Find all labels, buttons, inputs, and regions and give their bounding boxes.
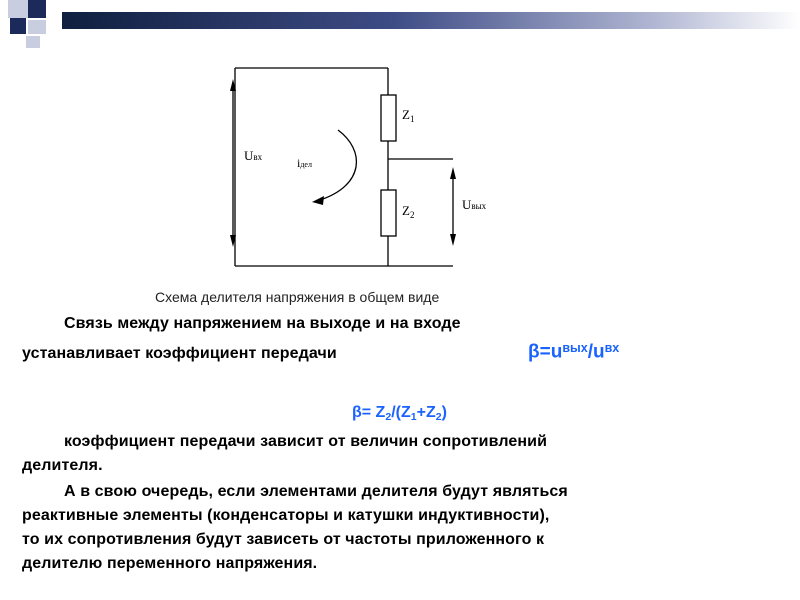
formula-impedance-ratio: $\beta= Z_2/(Z_1+Z_2)$ — [352, 404, 447, 424]
deco-square-dark — [28, 0, 46, 18]
label-z1: $Z_1$ — [402, 107, 415, 124]
label-z2: $Z_2$ — [402, 203, 415, 220]
paragraph-3-line-2: реактивные элементы (конденсаторы и катушки индуктивности), — [22, 507, 550, 524]
paragraph-3 — [22, 480, 782, 576]
paragraph-1-line-1: Связь между напряжением на выходе и на входе — [64, 315, 461, 332]
paragraph-2-line-1: коэффициент передачи зависит от величин сопротивлений — [64, 433, 548, 450]
voltage-divider-circuit — [200, 55, 520, 280]
deco-square-light — [26, 36, 40, 48]
paragraph-2 — [22, 430, 782, 478]
deco-square-light — [28, 20, 46, 34]
paragraph-1 — [22, 312, 782, 366]
header-decoration — [0, 0, 800, 60]
figure-caption: Схема делителя напряжения в общем виде — [155, 289, 440, 305]
paragraph-3-line-4: делителю переменного напряжения. — [22, 555, 318, 572]
paragraph-3-line-3: то их сопротивления будут зависеть от частоты приложенного к — [22, 531, 545, 548]
label-uin: Uвх — [244, 148, 263, 163]
paragraph-2-line-2: делителя. — [22, 457, 103, 474]
label-uout: Uвых — [462, 197, 487, 212]
paragraph-1-line-2: устанавливает коэффициент передачи — [22, 345, 337, 362]
header-bar — [62, 12, 800, 29]
label-current: iдел — [297, 156, 312, 170]
formula-transfer-coefficient: $\beta=u^{вых}/u^{вх}$ — [528, 341, 620, 363]
paragraph-3-line-1: А в свою очередь, если элементами делителя будут являться — [64, 483, 568, 500]
deco-square-light — [8, 0, 28, 18]
deco-square-dark — [10, 18, 26, 34]
